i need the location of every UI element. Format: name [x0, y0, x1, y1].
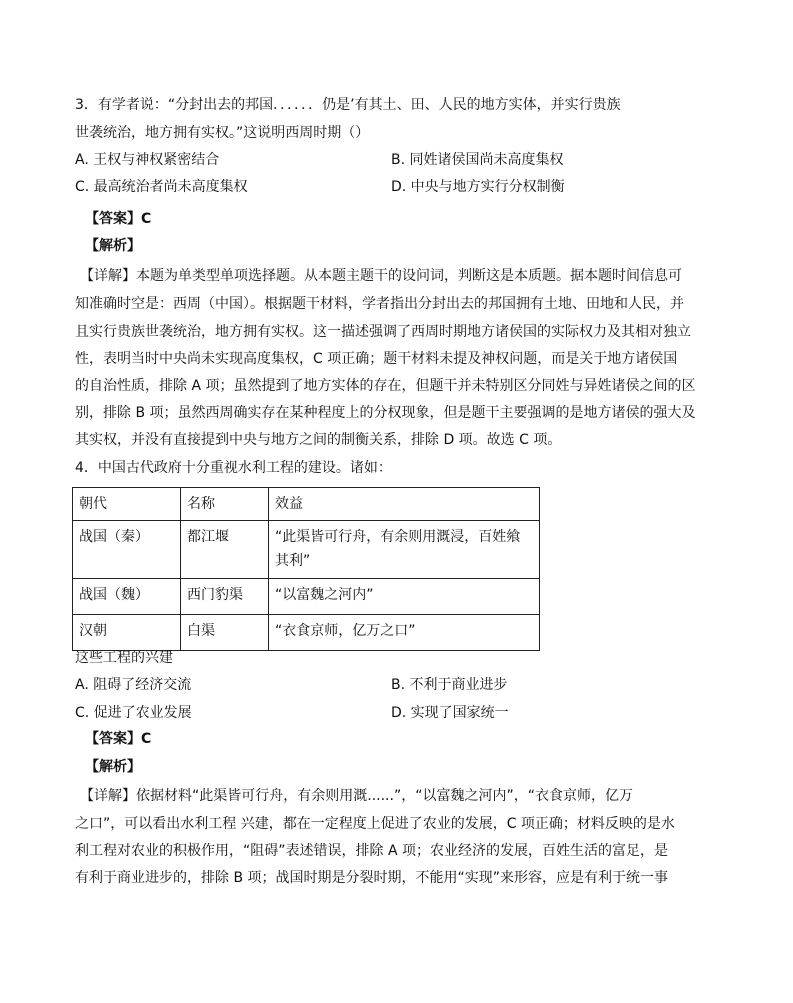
q4-option-a: A. 阻碍了经济交流 — [75, 677, 192, 693]
q3-detail-line: 知准确时空是：西周（中国）。根据题干材料，学者指出分封出去的邦国拥有土地、田地和人民，并 — [75, 296, 684, 312]
table-cell: “衣食京师，亿万之口” — [269, 615, 540, 651]
q4-detail-line: 利工程对农业的积极作用，“阻碍”表述错误，排除 A 项；农业经济的发展，百姓生活的富足，是 — [75, 843, 668, 859]
table-header-cell: 朝代 — [73, 488, 181, 521]
table-cell: “以富魏之河内” — [269, 579, 540, 615]
table-cell: 白渠 — [181, 615, 269, 651]
q3-option-a: A. 王权与神权紧密结合 — [75, 152, 220, 168]
q3-detail-line: 且实行贵族世袭统治，地方拥有实权。这一描述强调了西周时期地方诸侯国的实际权力及其相对独立 — [75, 324, 691, 340]
q4-question: 这些工程的兴建 — [75, 650, 173, 666]
table-cell: 战国（魏） — [73, 579, 181, 615]
q3-detail-line: 别，排除 B 项；虽然西周确实存在某种程度上的分权现象，但是题干主要强调的是地方诸侯的强大及 — [75, 405, 696, 421]
table-cell: 战国（秦） — [73, 521, 181, 579]
table-cell: 都江堰 — [181, 521, 269, 579]
q3-detail-line: 【详解】本题为单类型单项选择题。从本题主题干的设问词，判断这是本质题。据本题时间信息可 — [80, 268, 682, 284]
table-row — [73, 521, 540, 579]
q4-answer: 【答案】C — [85, 731, 152, 747]
table-cell: 西门豹渠 — [181, 579, 269, 615]
table-header-row — [73, 488, 540, 521]
q4-analysis-label: 【解析】 — [85, 759, 141, 775]
q4-stem: 4．中国古代政府十分重视水利工程的建设。诸如： — [75, 460, 392, 476]
q3-option-d: D. 中央与地方实行分权制衡 — [391, 179, 565, 195]
q4-option-c: C. 促进了农业发展 — [75, 705, 192, 721]
q4-detail-line: 【详解】依据材料“此渠皆可行舟，有余则用溉......”，“以富魏之河内”，“衣食京师，亿万 — [80, 788, 633, 804]
table-row — [73, 579, 540, 615]
water-projects-table — [72, 487, 540, 651]
q3-analysis-label: 【解析】 — [85, 238, 141, 254]
table-cell: “此渠皆可行舟，有余则用溉浸，百姓飨其利” — [269, 521, 540, 579]
q4-option-b: B. 不利于商业进步 — [391, 677, 508, 693]
table-header-cell: 名称 — [181, 488, 269, 521]
q3-answer: 【答案】C — [85, 211, 152, 227]
table-cell: 汉朝 — [73, 615, 181, 651]
q3-option-b: B. 同姓诸侯国尚未高度集权 — [391, 152, 564, 168]
q3-option-c: C. 最高统治者尚未高度集权 — [75, 179, 248, 195]
q3-detail-line: 的自治性质，排除 A 项；虽然提到了地方实体的存在，但题干并未特别区分同姓与异姓诸侯之间的区 — [75, 378, 696, 394]
q3-detail-line: 性，表明当时中央尚未实现高度集权，C 项正确；题干材料未提及神权问题，而是关于地方诸侯国 — [75, 351, 678, 367]
table-row — [73, 615, 540, 651]
table-header-cell: 效益 — [269, 488, 540, 521]
q3-detail-line: 其实权，并没有直接提到中央与地方之间的制衡关系，排除 D 项。故选 C 项。 — [75, 432, 562, 448]
q4-detail-line: 之口”，可以看出水利工程 兴建，都在一定程度上促进了农业的发展，C 项正确；材料反映的是水 — [75, 816, 675, 832]
q4-detail-line: 有利于商业进步的，排除 B 项；战国时期是分裂时期，不能用“实现”来形容，应是有利于统一事 — [75, 870, 669, 886]
q4-option-d: D. 实现了国家统一 — [391, 705, 509, 721]
q3-stem-line2: 世袭统治，地方拥有实权。”这说明西周时期（） — [75, 125, 370, 141]
q3-stem-line1: 3．有学者说：“分封出去的邦国．．．．．．仍是’有其土、田、人民的地方实体，并实行贵族 — [75, 97, 621, 113]
